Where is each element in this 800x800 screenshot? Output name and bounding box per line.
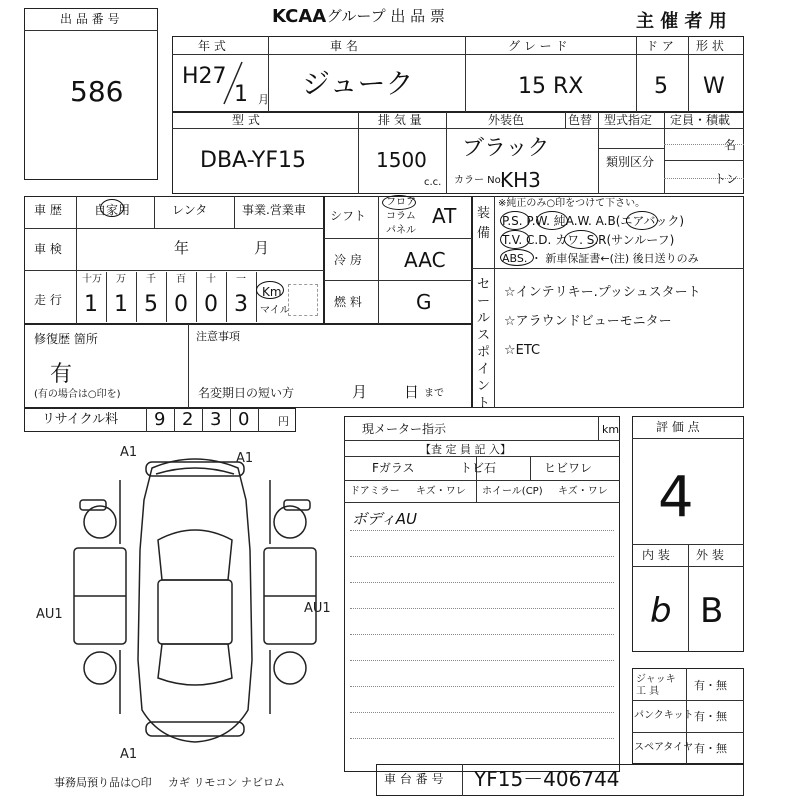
shift-value: AT bbox=[432, 204, 457, 228]
score-value: 4 bbox=[658, 465, 694, 530]
damage-mark-front-left: A1 bbox=[120, 445, 138, 460]
mileage-digit: 1 bbox=[84, 292, 98, 317]
mileage-header-1k: 千 bbox=[146, 274, 156, 285]
mirror-options: キズ・ワレ bbox=[416, 486, 466, 497]
tobi-label: トビ石 bbox=[460, 461, 497, 475]
tool-label: パンクキット bbox=[634, 710, 694, 721]
car-diagram bbox=[36, 440, 331, 762]
damage-mark-side-left: AU1 bbox=[36, 607, 63, 622]
mileage-digit: 0 bbox=[204, 292, 218, 317]
month-value: 1 bbox=[234, 82, 248, 107]
sales-point: ☆インテリキー.プッシュスタート bbox=[504, 285, 701, 300]
model-label: 型 式 bbox=[232, 113, 260, 127]
color-code-label: カラー No. bbox=[454, 175, 504, 186]
brand-logo: KCAA bbox=[272, 6, 327, 27]
shift-panel: パネル bbox=[386, 225, 416, 236]
sales-side-label: セールスポイント bbox=[477, 277, 491, 411]
color-change-label: 色替 bbox=[568, 113, 593, 127]
equipment-line2: T.V. C.D. カワ. S.R(サンルーフ) bbox=[502, 233, 675, 247]
recycle-digit: 2 bbox=[182, 409, 194, 430]
tool-value: 有・無 bbox=[694, 742, 727, 755]
mileage-km-circle bbox=[256, 281, 284, 299]
meter-label: 現メーター指示 bbox=[362, 422, 447, 436]
cc-label: 排 気 量 bbox=[378, 113, 422, 127]
shift-column: コラム bbox=[386, 211, 416, 222]
interior-grade: b bbox=[650, 591, 672, 631]
wheel-label: ホイール(CP) bbox=[482, 486, 543, 497]
exterior-grade: B bbox=[700, 591, 724, 631]
deadline-suffix: まで bbox=[424, 388, 444, 399]
front-glass-label: Fガラス bbox=[372, 461, 415, 475]
repair-label: 修復歴 箇所 bbox=[34, 332, 98, 346]
body-type-value: W bbox=[703, 74, 725, 99]
history-private: 自家用 bbox=[94, 203, 131, 217]
ps-circle bbox=[500, 211, 530, 230]
deadline-day: 日 bbox=[404, 383, 420, 401]
meter-unit: km bbox=[602, 423, 620, 436]
organizer-label: 主 催 者 用 bbox=[636, 11, 727, 32]
car-name: ジューク bbox=[302, 67, 414, 100]
tool-value: 有・無 bbox=[694, 710, 727, 723]
recycle-digit: 9 bbox=[154, 409, 166, 430]
damage-mark-rear: A1 bbox=[120, 747, 138, 762]
recycle-label: リサイクル料 bbox=[42, 412, 119, 427]
inspection-label: 車 検 bbox=[34, 242, 62, 256]
repair-value: 有 bbox=[50, 362, 73, 387]
month-unit: 月 bbox=[258, 93, 269, 106]
aircon-label: 冷 房 bbox=[334, 253, 362, 267]
lot-label: 出 品 番 号 bbox=[60, 12, 120, 26]
pw-circle bbox=[536, 211, 568, 230]
cc-unit: c.c. bbox=[424, 177, 442, 188]
office-items: カギ リモコン ナビロム bbox=[168, 776, 285, 789]
lot-number: 586 bbox=[70, 75, 124, 108]
mileage-header-10: 十 bbox=[206, 274, 216, 285]
ton-unit: トン bbox=[714, 172, 739, 186]
class-label: 類別区分 bbox=[606, 155, 655, 169]
repair-note: (有の場合は○印を) bbox=[34, 389, 121, 400]
year-label: 年 式 bbox=[198, 39, 226, 53]
tool-value: 有・無 bbox=[694, 679, 727, 692]
year-value: H27 bbox=[182, 64, 227, 89]
inspection-month-unit: 月 bbox=[254, 239, 270, 257]
mileage-digit: 3 bbox=[234, 292, 248, 317]
type-label: 形 状 bbox=[696, 39, 724, 53]
tv-circle bbox=[500, 230, 530, 249]
ab-circle bbox=[626, 211, 658, 230]
color-value: ブラック bbox=[462, 136, 550, 161]
tool-label: スペアタイヤ bbox=[634, 742, 694, 753]
mileage-digit: 5 bbox=[144, 292, 158, 317]
name-label: 車 名 bbox=[330, 39, 358, 53]
type-spec-label: 型式指定 bbox=[604, 113, 653, 127]
mileage-digit: 0 bbox=[174, 292, 188, 317]
fuel-value: G bbox=[416, 290, 432, 314]
wheel-options: キズ・ワレ bbox=[558, 486, 608, 497]
mileage-unit-mile: マイル bbox=[260, 305, 290, 316]
fuel-label: 燃 料 bbox=[334, 295, 362, 309]
history-private-circle bbox=[100, 199, 124, 217]
tool-label: ジャッキ工 具 bbox=[636, 674, 676, 697]
history-business: 事業.営業車 bbox=[242, 203, 306, 217]
score-label: 評 価 点 bbox=[656, 420, 700, 434]
mileage-digit: 1 bbox=[114, 292, 128, 317]
exterior-label: 外 装 bbox=[696, 548, 724, 562]
interior-label: 内 装 bbox=[642, 548, 670, 562]
history-rental: レンタ bbox=[172, 203, 208, 217]
doors-label: ド ア bbox=[646, 39, 674, 53]
grade-label: グ レ ー ド bbox=[508, 39, 568, 53]
history-label: 車 歴 bbox=[34, 203, 62, 217]
shift-floor: フロア bbox=[386, 197, 416, 208]
inspection-year-unit: 年 bbox=[174, 239, 190, 257]
deadline-month: 月 bbox=[352, 383, 368, 401]
damage-mark-front-right: A1 bbox=[236, 451, 254, 466]
office-note: 事務局預り品は○印 bbox=[54, 776, 152, 789]
chassis-number: YF15－406744 bbox=[474, 767, 620, 791]
sales-point: ☆ETC bbox=[504, 343, 541, 358]
grade-value: 15 RX bbox=[518, 74, 584, 99]
equipment-line1: P.S. P.W. 純A.W. A.B(エアバック) bbox=[502, 214, 685, 228]
doors-value: 5 bbox=[654, 74, 668, 99]
shift-label: シフト bbox=[330, 209, 367, 223]
mileage-header-1: 一 bbox=[236, 274, 246, 285]
chassis-label: 車 台 番 号 bbox=[384, 772, 444, 786]
hibi-label: ヒビワレ bbox=[544, 461, 593, 475]
color-code-value: KH3 bbox=[500, 168, 541, 192]
shift-floor-circle bbox=[382, 195, 416, 210]
mileage-note-box bbox=[288, 284, 318, 316]
notice-label: 注意事項 bbox=[196, 330, 240, 343]
equipment-side-label: 装 備 bbox=[477, 206, 491, 241]
capacity-label: 定員・積載 bbox=[670, 113, 731, 127]
color-label: 外装色 bbox=[488, 113, 525, 127]
mileage-label: 走 行 bbox=[34, 293, 62, 307]
body-remark: ボディAU bbox=[352, 510, 418, 528]
mileage-unit-km: Km bbox=[262, 285, 282, 299]
mileage-header-100k: 十万 bbox=[82, 274, 102, 285]
persons-unit: 名 bbox=[724, 138, 737, 152]
door-mirror-label: ドアミラー bbox=[350, 486, 400, 497]
equipment-line3: ABS. ・ 新車保証書←(注) 後日送りのみ bbox=[502, 252, 699, 265]
abs-circle bbox=[500, 249, 534, 266]
damage-mark-side-right: AU1 bbox=[304, 601, 331, 616]
cc-value: 1500 bbox=[376, 148, 427, 172]
sales-point: ☆アラウンドビューモニター bbox=[504, 314, 672, 329]
aircon-value: AAC bbox=[404, 248, 446, 272]
sheet-title: .グループ 出 品 票 bbox=[322, 7, 445, 25]
recycle-unit: 円 bbox=[278, 415, 289, 428]
deadline-label: 名変期日の短い方 bbox=[198, 386, 295, 400]
recycle-digit: 3 bbox=[210, 409, 222, 430]
inspector-title: 【査 定 員 記 入】 bbox=[420, 443, 511, 456]
mileage-header-100: 百 bbox=[176, 274, 186, 285]
model-value: DBA-YF15 bbox=[200, 148, 307, 173]
mileage-header-10k: 万 bbox=[116, 274, 126, 285]
equipment-note: ※純正のみ○印をつけて下さい。 bbox=[498, 198, 646, 209]
cd-circle bbox=[564, 230, 598, 249]
recycle-digit: 0 bbox=[238, 409, 250, 430]
